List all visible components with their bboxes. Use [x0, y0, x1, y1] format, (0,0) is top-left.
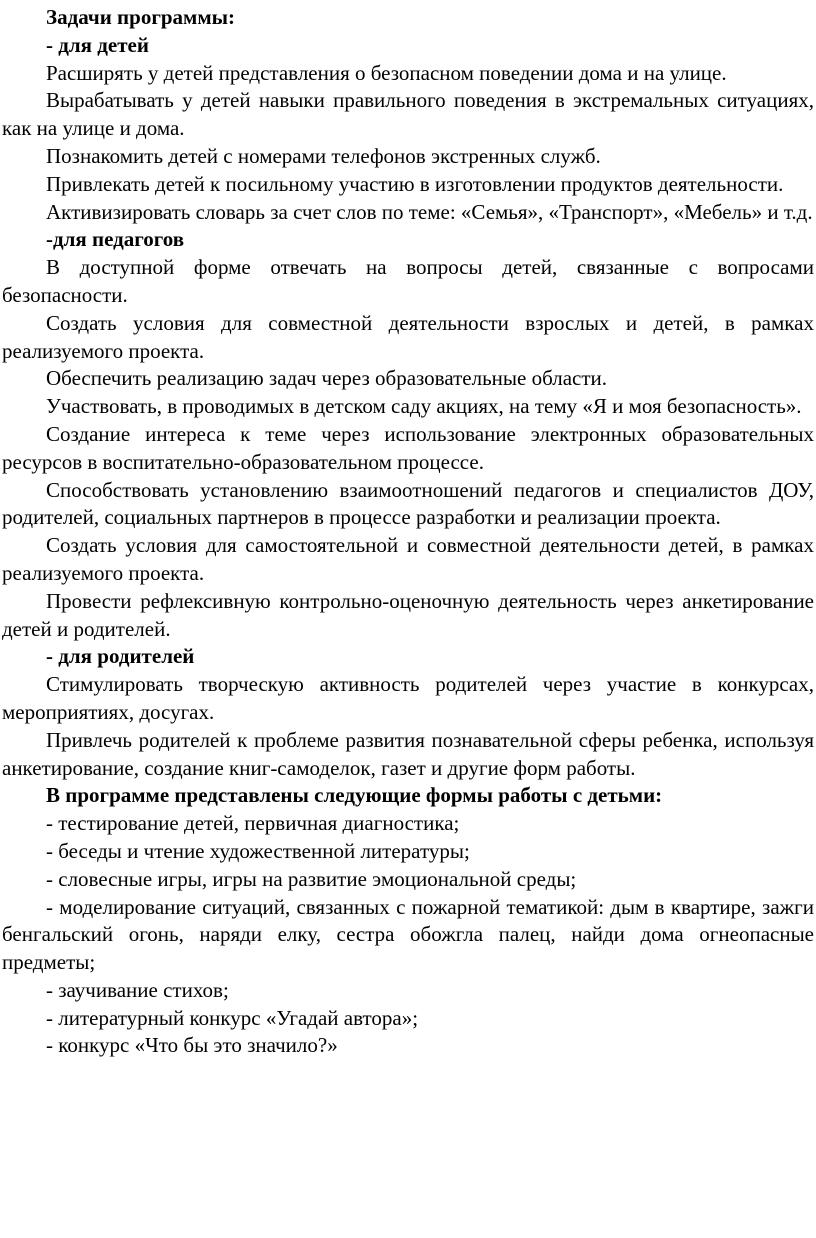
- forms-list-item: - беседы и чтение художественной литературы;: [46, 838, 470, 863]
- children-task: Расширять у детей представления о безопасном поведении дома и на улице.: [46, 60, 727, 85]
- teachers-task: Создание интереса к теме через использование электронных образовательных ресурсов в воспитательно-образовательном процессе.: [2, 421, 814, 474]
- teachers-task: В доступной форме отвечать на вопросы детей, связанные с вопросами безопасности.: [2, 255, 814, 307]
- teachers-task: Создать условия для самостоятельной и совместной деятельности детей, в рамках реализуемого проекта.: [2, 533, 814, 585]
- parents-task: Привлечь родителей к проблеме развития познавательной сферы ребенка, используя анкетирование, создание книг-самоделок, газет и другие форм работы.: [2, 727, 814, 780]
- forms-heading: В программе представлены следующие формы работы с детьми:: [46, 783, 663, 808]
- forms-list-item: - моделирование ситуаций, связанных с пожарной тематикой: дым в квартире, зажги бенгальский огонь, наряди елку, сестра обожгла палец, найди дома огнеопасные предметы;: [2, 894, 814, 975]
- parents-heading: - для родителей: [46, 644, 195, 669]
- teachers-task: Провести рефлексивную контрольно-оценочную деятельность через анкетирование детей и родителей.: [2, 588, 814, 641]
- forms-list-item: - конкурс «Что бы это значило?»: [46, 1033, 338, 1058]
- teachers-task: Участвовать, в проводимых в детском саду акциях, на тему «Я и моя безопасность».: [46, 394, 802, 419]
- children-task: Привлекать детей к посильному участию в изготовлении продуктов деятельности.: [46, 171, 784, 196]
- tasks-heading: Задачи программы:: [46, 5, 236, 29]
- children-task: Активизировать словарь за счет слов по теме: «Семья», «Транспорт», «Мебель» и т.д.: [46, 199, 813, 224]
- forms-list-item: - словесные игры, игры на развитие эмоциональной среды;: [46, 866, 577, 891]
- forms-list-item: - тестирование детей, первичная диагностика;: [46, 811, 460, 836]
- teachers-task: Создать условия для совместной деятельности взрослых и детей, в рамках реализуемого проекта.: [2, 310, 814, 363]
- children-task: Вырабатывать у детей навыки правильного поведения в экстремальных ситуациях, как на улице и дома.: [2, 88, 814, 141]
- children-heading: - для детей: [46, 32, 149, 57]
- children-task: Познакомить детей с номерами телефонов экстренных служб.: [46, 143, 601, 168]
- forms-list-item: - заучивание стихов;: [46, 977, 229, 1002]
- teachers-heading: -для педагогов: [46, 227, 185, 252]
- teachers-task: Способствовать установлению взаимоотношений педагогов и специалистов ДОУ, родителей, социальных партнеров в процессе разработки и реализации проекта.: [2, 477, 814, 530]
- forms-list-item: - литературный конкурс «Угадай автора»;: [46, 1005, 419, 1030]
- parents-task: Стимулировать творческую активность родителей через участие в конкурсах, мероприятиях, досугах.: [2, 672, 814, 724]
- teachers-task: Обеспечить реализацию задач через образовательные области.: [46, 366, 608, 391]
